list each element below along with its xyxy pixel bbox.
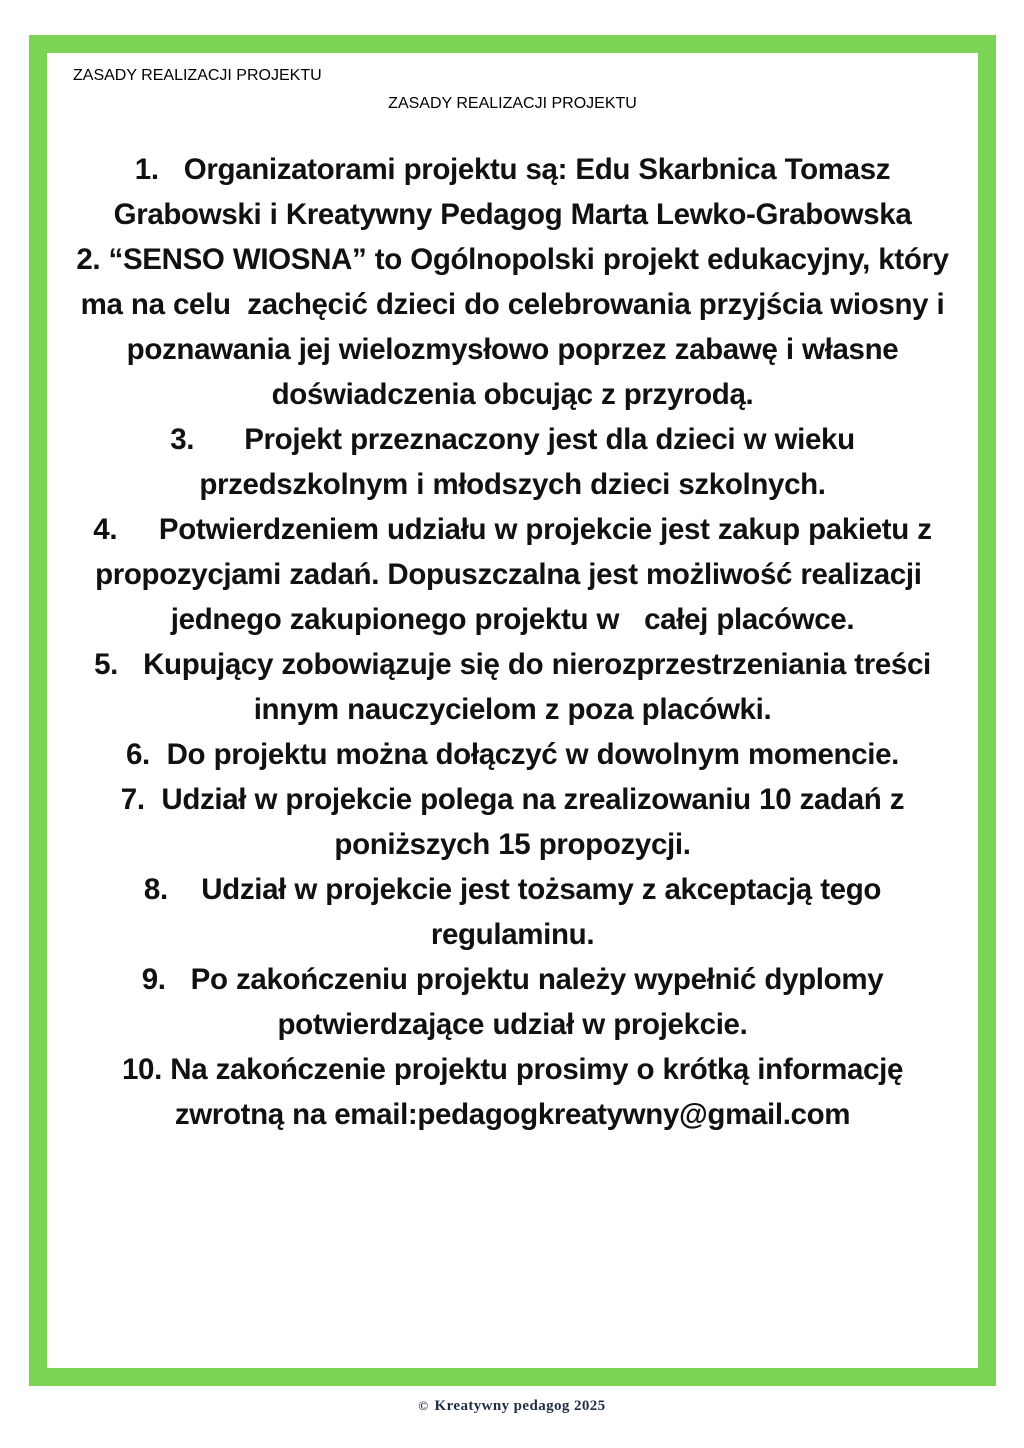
page-title-outline: ZASADY REALIZACJI PROJEKTU <box>73 67 322 84</box>
page-title <box>73 67 952 141</box>
list-item: 4. Potwierdzeniem udziału w projekcie jest zakup pakietu z propozycjami zadań. Dopuszczalna jest możliwość realizacji jednego zakupionego projektu w całej placówce. <box>93 513 932 636</box>
list-item: 8. Udział w projekcie jest tożsamy z akceptacją tego regulaminu. <box>143 873 882 951</box>
page-title-text: ZASADY REALIZACJI PROJEKTU <box>388 95 637 112</box>
footer-copyright <box>0 1398 1024 1415</box>
list-item: 10. Na zakończenie projektu prosimy o krótką informację zwrotną na email:pedagogkreatywny@gmail.com <box>121 1053 903 1131</box>
footer-text: Kreatywny pedagog 2025 <box>434 1398 606 1414</box>
rules-list <box>73 147 952 1137</box>
page-title-wrap <box>73 67 952 141</box>
list-item: 7. Udział w projekcie polega na zrealizowaniu 10 zadań z poniższych 15 propozycji. <box>120 783 905 861</box>
poster-content <box>47 53 978 1368</box>
list-item: 6. Do projektu można dołączyć w dowolnym momencie. <box>126 738 899 771</box>
list-item: 9. Po zakończeniu projektu należy wypełnić dyplomy potwierdzające udział w projekcie. <box>141 963 884 1041</box>
copyright-icon: © <box>418 1398 429 1413</box>
green-border-frame <box>29 35 996 1386</box>
list-item: 1. Organizatorami projektu są: Edu Skarbnica Tomasz Grabowski i Kreatywny Pedagog Marta Lewko-Grabowska <box>113 153 912 231</box>
list-item: 5. Kupujący zobowiązuje się do nierozprzestrzeniania treści innym nauczycielom z poza placówki. <box>94 648 931 726</box>
list-item: 3. Projekt przeznaczony jest dla dzieci w wieku przedszkolnym i młodszych dzieci szkolnych. <box>170 423 855 501</box>
list-item: 2. “SENSO WIOSNA” to Ogólnopolski projekt edukacyjny, który ma na celu zachęcić dzieci do celebrowania przyjścia wiosny i poznawania jej wielozmysłowo poprzez zabawę i własne doświadczenia obcując z przyrodą. <box>76 243 949 411</box>
